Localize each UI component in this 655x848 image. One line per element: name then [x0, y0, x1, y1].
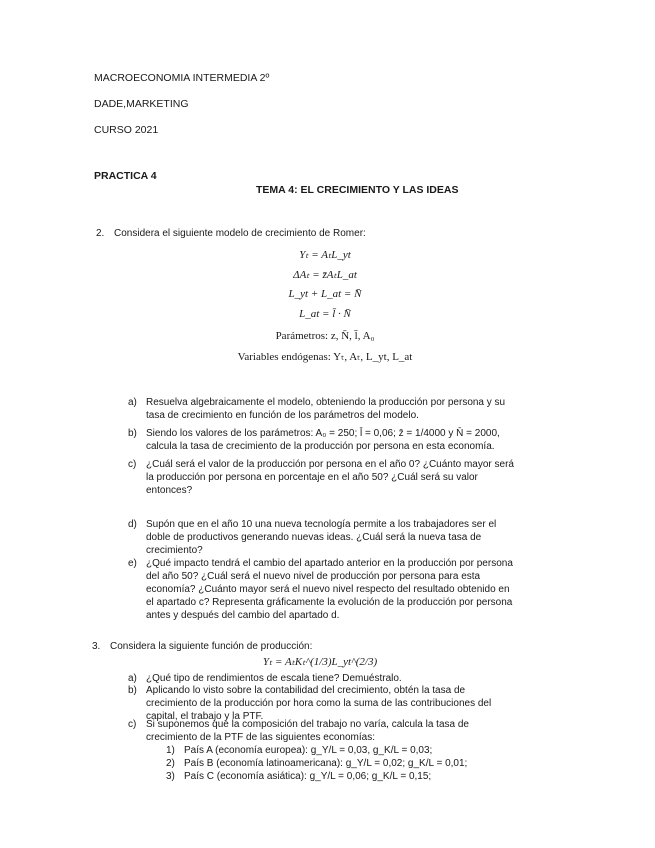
- q2-item-label: e): [128, 558, 137, 569]
- q2-item-text: Siendo los valores de los parámetros: A₀ = 250; l̄ = 0,06; z̄ = 1/4000 y N̄ = 2000, calcula la tasa de crecimiento de la producción por persona en esta economía.: [146, 428, 500, 452]
- q2-item-label: c): [128, 459, 137, 470]
- year-line: CURSO 2021: [94, 124, 159, 136]
- q2-number: 2.: [96, 228, 105, 239]
- q3-subitem-text: País C (economía asiática): g_Y/L = 0,06; g_K/L = 0,15;: [184, 771, 432, 782]
- q3-item-text: ¿Qué tipo de rendimientos de escala tiene? Demuéstralo.: [146, 673, 402, 684]
- q2-eq-labor: L_yt + L_at = N̄: [288, 288, 362, 300]
- q3-subitem-label: 3): [166, 771, 175, 782]
- q2-parameters: Parámetros: z, N̄, l̄, A₀: [275, 330, 375, 342]
- q3-item-text: Aplicando lo visto sobre la contabilidad del crecimiento, obtén la tasa de crecimiento de la producción por hora como la suma de las contribuciones del capital, el trabajo y la PTF.: [146, 685, 492, 722]
- q3-intro: Considera la siguiente función de producción:: [110, 641, 313, 652]
- q3-item-label: a): [128, 673, 137, 684]
- q2-eq-research: L_at = l̄ · N̄: [299, 308, 351, 320]
- q2-eq-ideas: ΔAₜ = z̄AₜL_at: [293, 269, 357, 281]
- q2-item-text: Supón que en el año 10 una nueva tecnología permite a los trabajadores ser el doble de productivos generando nuevas ideas. ¿Cuál será la nueva tasa de crecimiento?: [146, 519, 497, 556]
- q3-item-text: Si suponemos que la composición del trabajo no varía, calcula la tasa de crecimiento de la PTF de las siguientes economías:: [146, 719, 469, 743]
- practice-title: PRACTICA 4: [94, 170, 157, 182]
- topic-title: TEMA 4: EL CRECIMIENTO Y LAS IDEAS: [256, 184, 459, 196]
- q2-intro: Considera el siguiente modelo de crecimiento de Romer:: [114, 228, 366, 239]
- q3-eq-production: Yₜ = AₜKₜ^(1/3)L_yt^(2/3): [262, 656, 378, 668]
- q2-item-label: b): [128, 428, 137, 439]
- q2-item-text: ¿Qué impacto tendrá el cambio del apartado anterior en la producción por persona del año 50? ¿Cuál será el nuevo nivel de producción por persona para esta economía? ¿Cuánto mayor será el nuevo nivel respecto del resultado obtenido en el apartado c? Representa gráficamente la evolución de la producción por persona antes y después del cambio del apartado d.: [146, 558, 513, 621]
- q3-number: 3.: [92, 641, 101, 652]
- q2-endogenous: Variables endógenas: Yₜ, Aₜ, L_yt, L_at: [237, 351, 413, 363]
- q2-item-text: ¿Cuál será el valor de la producción por persona en el año 0? ¿Cuánto mayor será la producción por persona en porcentaje en el año 50? ¿Cuál será su valor entonces?: [146, 459, 514, 496]
- q2-item-label: a): [128, 397, 137, 408]
- q2-eq-production: Yₜ = AₜL_yt: [299, 249, 351, 261]
- q2-item-label: d): [128, 519, 137, 530]
- q2-item-text: Resuelva algebraicamente el modelo, obteniendo la producción por persona y su tasa de crecimiento en función de los parámetros del modelo.: [146, 397, 506, 421]
- q3-subitem-label: 1): [166, 745, 175, 756]
- q3-subitem-text: País B (economía latinoamericana): g_Y/L = 0,02; g_K/L = 0,01;: [184, 758, 468, 769]
- q3-item-label: c): [128, 719, 137, 730]
- q3-subitem-text: País A (economía europea): g_Y/L = 0,03, g_K/L = 0,03;: [184, 745, 433, 756]
- q3-item-label: b): [128, 685, 137, 696]
- q3-subitem-label: 2): [166, 758, 175, 769]
- degree-line: DADE,MARKETING: [94, 98, 189, 110]
- course-title: MACROECONOMIA INTERMEDIA 2º: [94, 72, 270, 84]
